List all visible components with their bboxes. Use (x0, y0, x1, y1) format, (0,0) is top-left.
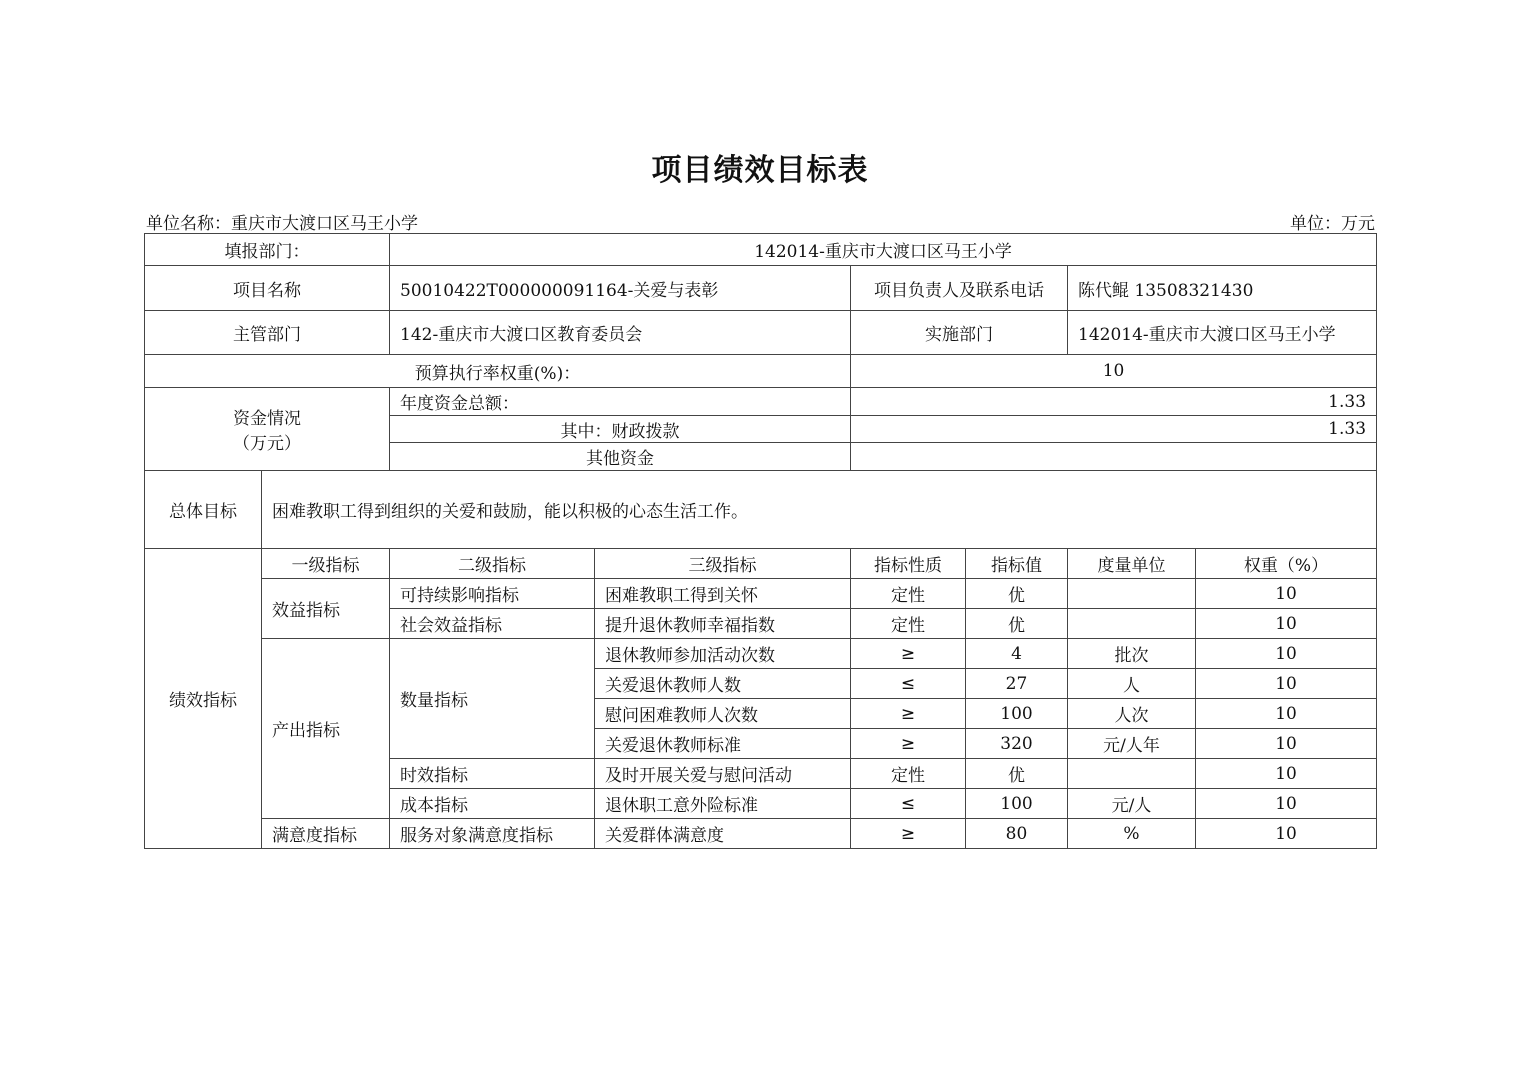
unit-name: 单位名称：重庆市大渡口区马王小学 (146, 214, 418, 234)
row-l3: 困难教职工得到关怀 (595, 579, 851, 609)
row-l3: 慰问困难教师人次数 (595, 699, 851, 729)
subgroup-quantity: 数量指标 (390, 639, 595, 759)
row-l3: 提升退休教师幸福指数 (595, 609, 851, 639)
row-nature: 定性 (851, 609, 966, 639)
row-value: 优 (966, 579, 1068, 609)
row-weight: 10 (1196, 819, 1377, 849)
funds-label (145, 388, 390, 471)
row-l3: 关爱退休教师标准 (595, 729, 851, 759)
row-unit: % (1068, 819, 1196, 849)
row-unit: 人次 (1068, 699, 1196, 729)
other-funds-value (851, 443, 1377, 471)
funds-label-line1: 资金情况 (233, 409, 301, 429)
row-l3: 及时开展关爱与慰问活动 (595, 759, 851, 789)
row-weight: 10 (1196, 609, 1377, 639)
row-weight: 10 (1196, 669, 1377, 699)
row-nature: ≥ (851, 819, 966, 849)
other-funds-label: 其他资金 (390, 443, 851, 471)
row-weight: 10 (1196, 639, 1377, 669)
row-value: 320 (966, 729, 1068, 759)
row-nature: ≤ (851, 669, 966, 699)
page-title: 项目绩效目标表 (651, 153, 869, 188)
row-value: 27 (966, 669, 1068, 699)
impl-label: 实施部门 (851, 311, 1068, 355)
row-nature: ≤ (851, 789, 966, 819)
leader-label: 项目负责人及联系电话 (851, 266, 1068, 311)
subgroup-social: 社会效益指标 (390, 609, 595, 639)
row-nature: ≥ (851, 699, 966, 729)
row-weight: 10 (1196, 579, 1377, 609)
fiscal-label: 其中：财政拨款 (390, 416, 851, 443)
header-nature: 指标性质 (851, 549, 966, 579)
table-row (145, 819, 1377, 849)
leader-value: 陈代鲲 13508321430 (1068, 266, 1377, 311)
supervisor-label: 主管部门 (145, 311, 390, 355)
row-value: 优 (966, 759, 1068, 789)
row-value: 80 (966, 819, 1068, 849)
subgroup-timeliness: 时效指标 (390, 759, 595, 789)
table-row (145, 579, 1377, 609)
row-unit: 元/人 (1068, 789, 1196, 819)
row-unit: 批次 (1068, 639, 1196, 669)
row-weight: 10 (1196, 759, 1377, 789)
row-weight: 10 (1196, 789, 1377, 819)
project-name-value: 50010422T000000091164-关爱与表彰 (390, 266, 851, 311)
perf-label: 绩效指标 (145, 549, 262, 849)
row-l3: 退休职工意外险标准 (595, 789, 851, 819)
impl-value: 142014-重庆市大渡口区马王小学 (1068, 311, 1377, 355)
fiscal-value: 1.33 (851, 416, 1377, 443)
budget-rate-label: 预算执行率权重(%)： (145, 355, 851, 388)
row-nature: ≥ (851, 729, 966, 759)
fill-dept-value: 142014-重庆市大渡口区马王小学 (390, 234, 1377, 266)
header-unit: 度量单位 (1068, 549, 1196, 579)
row-unit: 人 (1068, 669, 1196, 699)
header-level2: 二级指标 (390, 549, 595, 579)
header-weight: 权重（%） (1196, 549, 1377, 579)
annual-total-value: 1.33 (851, 388, 1377, 416)
row-l3: 退休教师参加活动次数 (595, 639, 851, 669)
row-unit (1068, 609, 1196, 639)
row-value: 4 (966, 639, 1068, 669)
row-unit (1068, 579, 1196, 609)
table-row (145, 639, 1377, 669)
overall-goal-label: 总体目标 (145, 471, 262, 549)
budget-rate-value: 10 (851, 355, 1377, 388)
row-value: 优 (966, 609, 1068, 639)
project-name-label: 项目名称 (145, 266, 390, 311)
funds-label-line2: （万元） (233, 434, 301, 454)
group-satisfaction: 满意度指标 (262, 819, 390, 849)
overall-goal-value: 困难教职工得到组织的关爱和鼓励，能以积极的心态生活工作。 (262, 471, 1377, 549)
supervisor-value: 142-重庆市大渡口区教育委员会 (390, 311, 851, 355)
performance-table (144, 233, 1377, 849)
row-l3: 关爱群体满意度 (595, 819, 851, 849)
header-value: 指标值 (966, 549, 1068, 579)
group-benefit: 效益指标 (262, 579, 390, 639)
row-unit: 元/人年 (1068, 729, 1196, 759)
row-nature: ≥ (851, 639, 966, 669)
subgroup-cost: 成本指标 (390, 789, 595, 819)
unit-label: 单位：万元 (1290, 214, 1375, 234)
row-l3: 关爱退休教师人数 (595, 669, 851, 699)
row-weight: 10 (1196, 699, 1377, 729)
row-nature: 定性 (851, 579, 966, 609)
header-level3: 三级指标 (595, 549, 851, 579)
row-unit (1068, 759, 1196, 789)
row-weight: 10 (1196, 729, 1377, 759)
fill-dept-label: 填报部门： (145, 234, 390, 266)
annual-total-label: 年度资金总额： (390, 388, 851, 416)
group-output: 产出指标 (262, 639, 390, 819)
subgroup-service: 服务对象满意度指标 (390, 819, 595, 849)
row-nature: 定性 (851, 759, 966, 789)
subgroup-sustainable: 可持续影响指标 (390, 579, 595, 609)
header-level1: 一级指标 (262, 549, 390, 579)
row-value: 100 (966, 699, 1068, 729)
row-value: 100 (966, 789, 1068, 819)
